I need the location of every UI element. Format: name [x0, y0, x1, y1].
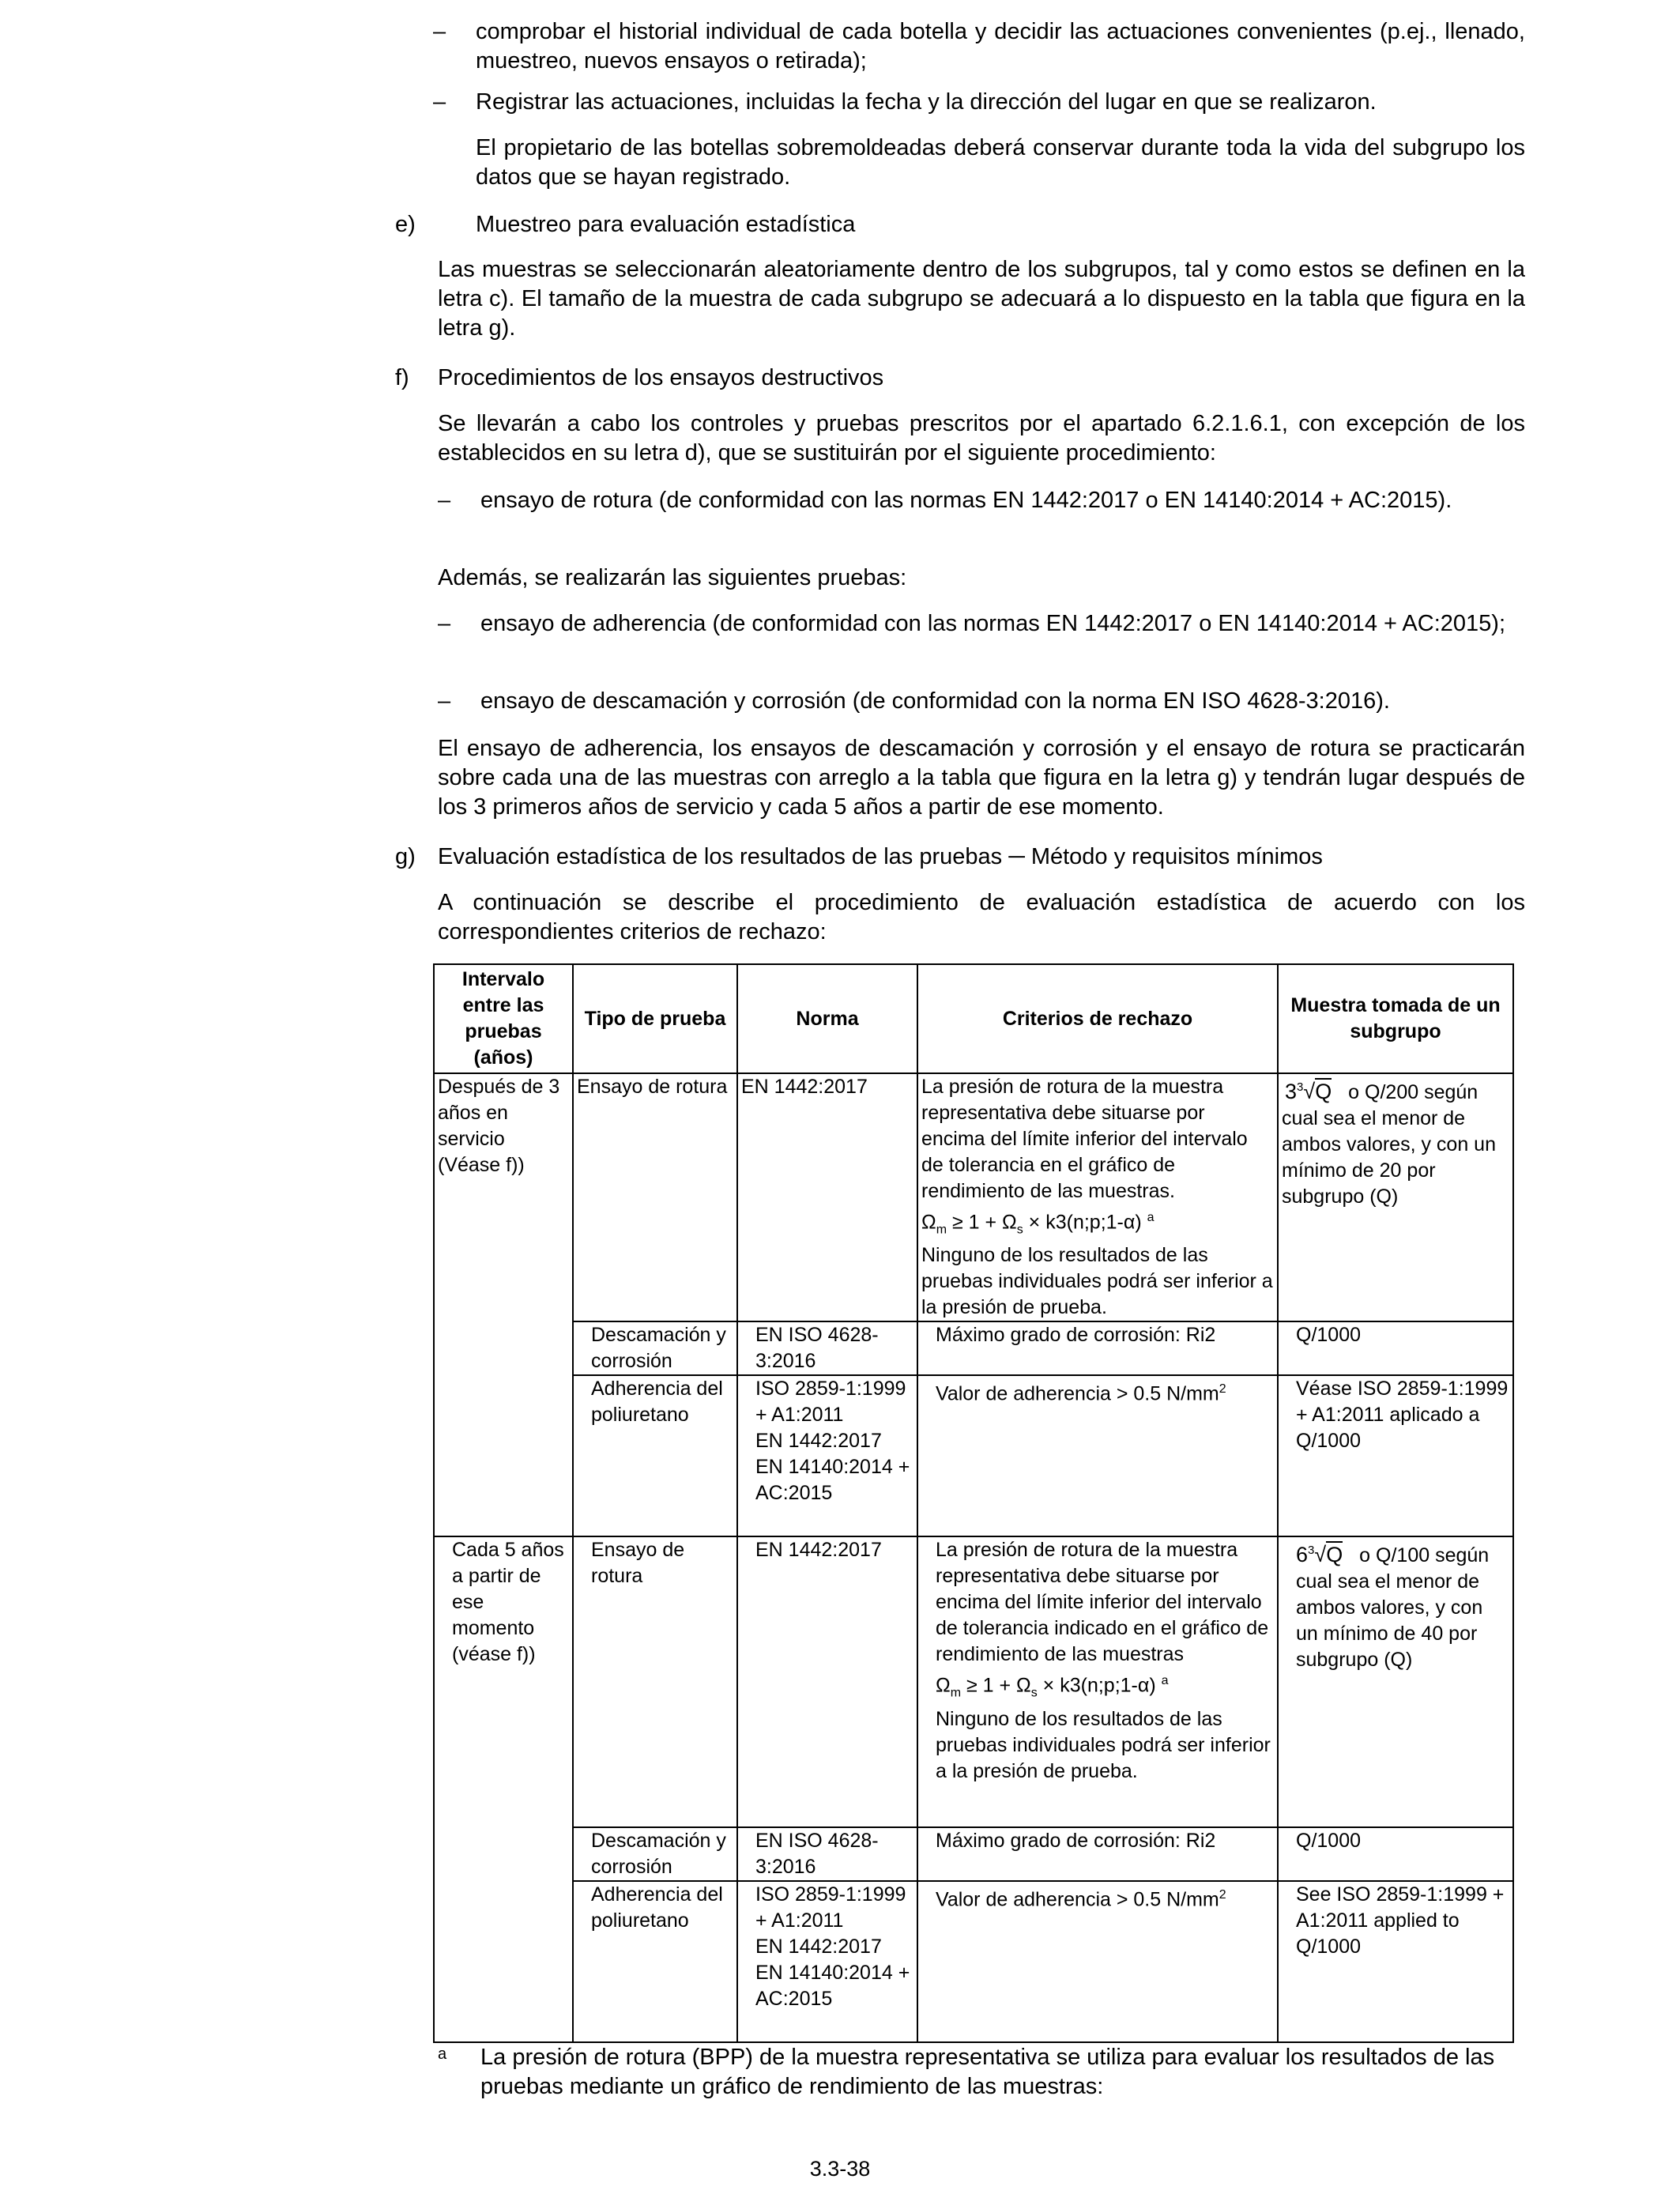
root-index: 3 — [1297, 1080, 1304, 1094]
section-g-heading — [395, 843, 1525, 872]
criteria-cell: Máximo grado de corrosión: Ri2 — [917, 1827, 1278, 1881]
test-type-cell: Descamación y corrosión — [573, 1321, 737, 1375]
table-row — [434, 1536, 1513, 1827]
section-title: Evaluación estadística de los resultados de las pruebas ─ Método y requisitos mínimos — [438, 844, 1323, 869]
sample-cell: Véase ISO 2859-1:1999 + A1:2011 aplicado a Q/1000 — [1278, 1375, 1513, 1536]
page-number: 3.3-38 — [809, 2157, 871, 2181]
formula-omega: Ω — [921, 1211, 936, 1234]
formula-subscript: s — [1030, 1686, 1038, 1700]
formula-omega: Ω — [936, 1674, 951, 1697]
section-title: Muestreo para evaluación estadística — [476, 212, 856, 237]
table-row — [434, 1321, 1513, 1375]
criteria-cell — [917, 1536, 1278, 1827]
section-f-paragraph: Además, se realizarán las siguientes pruebas: — [438, 565, 907, 590]
standard-line: ISO 2859-1:1999 + A1:2011 — [755, 1883, 906, 1932]
sample-cell — [1278, 1073, 1513, 1321]
section-g-paragraph: A continuación se describe el procedimiento de evaluación estadística de acuerdo con los correspondientes criterios de rechazo: — [438, 890, 1525, 944]
criteria-cell: Máximo grado de corrosión: Ri2 — [917, 1321, 1278, 1375]
formula-text: × k3(n;p;1-α) — [1037, 1674, 1162, 1697]
standard-line: EN 1442:2017 — [755, 1936, 882, 1958]
interval-cell-continued — [434, 1827, 573, 1881]
interval-cell: Cada 5 años a partir de ese momento (véase f)) — [434, 1536, 573, 1827]
header-test-type: Tipo de prueba — [573, 964, 737, 1073]
root-index: 3 — [1308, 1544, 1315, 1558]
interval-cell: Después de 3 años en servicio (Véase f)) — [434, 1073, 573, 1321]
section-f-heading — [395, 364, 1525, 393]
standard-line: EN 1442:2017 — [755, 1430, 882, 1453]
section-f-list-item — [438, 687, 1525, 716]
dash-marker: – — [438, 488, 451, 513]
criteria-text: Valor de adherencia > 0.5 N/mm — [936, 1382, 1219, 1405]
root-radicand: Q — [1315, 1080, 1332, 1103]
dash-marker: – — [433, 19, 446, 44]
interval-cell-continued — [434, 1321, 573, 1375]
table-row — [434, 1827, 1513, 1881]
criteria-formula — [936, 1668, 1274, 1706]
test-type-cell: Adherencia del poliuretano — [573, 1375, 737, 1536]
sample-cell: See ISO 2859-1:1999 + A1:2011 applied to Q/1000 — [1278, 1881, 1513, 2042]
interval-cell-continued — [434, 1881, 573, 2042]
cube-root-expression: $6^3√Q$ — [1296, 1543, 1343, 1567]
criteria-table — [433, 963, 1514, 2043]
section-title: Procedimientos de los ensayos destructivos — [438, 365, 884, 390]
header-interval: Intervalo entre las pruebas (años) — [434, 964, 573, 1073]
header-standard: Norma — [737, 964, 917, 1073]
interval-cell-continued — [434, 1375, 573, 1536]
section-label: e) — [395, 212, 416, 237]
section-label: g) — [395, 844, 416, 869]
test-type-cell: Adherencia del poliuretano — [573, 1881, 737, 2042]
section-f-list-item — [438, 609, 1525, 668]
intro-list-item — [433, 88, 1525, 117]
test-type-cell: Ensayo de rotura — [573, 1073, 737, 1321]
root-coefficient: 3 — [1285, 1080, 1298, 1103]
criteria-cell — [917, 1881, 1278, 2042]
list-item-text: Registrar las actuaciones, incluidas la fecha y la dirección del lugar en que se realizaron. — [476, 89, 1377, 115]
section-f-list-item — [438, 486, 1525, 545]
intro-paragraph: El propietario de las botellas sobremoldeadas deberá conservar durante toda la vida del subgrupo los datos que se hayan registrado. — [476, 135, 1525, 190]
criteria-text: Ninguno de los resultados de las pruebas individuales podrá ser inferior a la presión de prueba. — [936, 1707, 1271, 1782]
criteria-text: Valor de adherencia > 0.5 N/mm — [936, 1888, 1219, 1911]
list-item-text: ensayo de rotura (de conformidad con las normas EN 1442:2017 o EN 14140:2014 + AC:2015). — [480, 488, 1452, 513]
section-e-heading — [395, 210, 1525, 239]
intro-list-item — [433, 17, 1525, 76]
standard-cell: EN 1442:2017 — [737, 1073, 917, 1321]
criteria-text: La presión de rotura de la muestra representativa debe situarse por encima del límite inferior del intervalo de tolerancia indicado en el gráfico de rendimiento de las muestras — [936, 1539, 1269, 1666]
standard-cell: EN ISO 4628-3:2016 — [737, 1827, 917, 1881]
table-header-row — [434, 964, 1513, 1073]
formula-subscript: m — [936, 1223, 947, 1237]
table-row — [434, 1881, 1513, 2042]
section-f-paragraph: El ensayo de adherencia, los ensayos de descamación y corrosión y el ensayo de rotura se practicarán sobre cada una de las muestras con arreglo a la tabla que figura en la letra g) y tendrán lugar después de los 3 primeros años de servicio y cada 5 años a partir de ese momento. — [438, 736, 1525, 820]
standard-line: ISO 2859-1:1999 + A1:2011 — [755, 1378, 906, 1427]
list-item-text: comprobar el historial individual de cada botella y decidir las actuaciones convenientes (p.ej., llenado, muestreo, nuevos ensayos o retirada); — [476, 19, 1525, 74]
sample-text: o Q/100 según cual sea el menor de ambos valores, y con un mínimo de 40 por subgrupo (Q) — [1296, 1544, 1490, 1672]
section-label: f) — [395, 365, 409, 390]
sample-cell — [1278, 1536, 1513, 1827]
sample-cell: Q/1000 — [1278, 1321, 1513, 1375]
standard-cell: EN ISO 4628-3:2016 — [737, 1321, 917, 1375]
dash-marker: – — [433, 89, 446, 115]
footnote-marker: a — [438, 2045, 447, 2063]
header-sample-size: Muestra tomada de un subgrupo — [1278, 964, 1513, 1073]
footnote-ref: a — [1147, 1211, 1155, 1224]
footnote-ref: a — [1161, 1674, 1169, 1688]
test-type-cell: Ensayo de rotura — [573, 1536, 737, 1827]
criteria-cell — [917, 1073, 1278, 1321]
unit-superscript: 2 — [1219, 1888, 1226, 1902]
sample-text: o Q/200 según cual sea el menor de ambos valores, y con un mínimo de 20 por subgrupo (Q) — [1282, 1081, 1496, 1208]
standard-line: EN 14140:2014 + AC:2015 — [755, 1962, 910, 2011]
criteria-text: Ninguno de los resultados de las pruebas individuales podrá ser inferior a la presión de prueba. — [921, 1244, 1273, 1319]
standard-cell — [737, 1881, 917, 2042]
standard-cell — [737, 1375, 917, 1536]
cube-root-expression: $3^3√Q$ — [1285, 1080, 1332, 1103]
standard-cell: EN 1442:2017 — [737, 1536, 917, 1827]
header-rejection-criteria: Criterios de rechazo — [917, 964, 1278, 1073]
formula-text: ≥ 1 + Ω — [947, 1211, 1017, 1234]
criteria-text: La presión de rotura de la muestra representativa debe situarse por encima del límite inferior del intervalo de tolerancia en el gráfico de rendimiento de las muestras. — [921, 1076, 1248, 1202]
formula-subscript: s — [1016, 1223, 1023, 1237]
section-e-paragraph: Las muestras se seleccionarán aleatoriamente dentro de los subgrupos, tal y como estos se definen en la letra c). El tamaño de la muestra de cada subgrupo se adecuará a lo dispuesto en la tabla que figura en la letra g). — [438, 257, 1525, 341]
dash-marker: – — [438, 611, 451, 636]
formula-text: × k3(n;p;1-α) — [1023, 1211, 1147, 1234]
list-item-text: ensayo de adherencia (de conformidad con las normas EN 1442:2017 o EN 14140:2014 + AC:2015); — [480, 611, 1505, 636]
formula-text: ≥ 1 + Ω — [961, 1674, 1031, 1697]
table-row — [434, 1375, 1513, 1536]
criteria-formula — [921, 1204, 1274, 1242]
footnote-text: La presión de rotura (BPP) de la muestra representativa se utiliza para evaluar los resultados de las pruebas mediante un gráfico de rendimiento de las muestras: — [480, 2045, 1495, 2099]
section-f-paragraph: Se llevarán a cabo los controles y pruebas prescritos por el apartado 6.2.1.6.1, con excepción de los establecidos en su letra d), que se sustituirán por el siguiente procedimiento: — [438, 411, 1525, 466]
table-footnote — [438, 2043, 1525, 2102]
standard-line: EN 14140:2014 + AC:2015 — [755, 1456, 910, 1505]
list-item-text: ensayo de descamación y corrosión (de conformidad con la norma EN ISO 4628-3:2016). — [480, 688, 1390, 714]
test-type-cell: Descamación y corrosión — [573, 1827, 737, 1881]
root-radicand: Q — [1326, 1543, 1343, 1567]
dash-marker: – — [438, 688, 451, 714]
root-coefficient: 6 — [1296, 1543, 1309, 1567]
formula-subscript: m — [950, 1686, 962, 1700]
criteria-cell — [917, 1375, 1278, 1536]
unit-superscript: 2 — [1219, 1382, 1226, 1397]
table-row — [434, 1073, 1513, 1321]
sample-cell: Q/1000 — [1278, 1827, 1513, 1881]
